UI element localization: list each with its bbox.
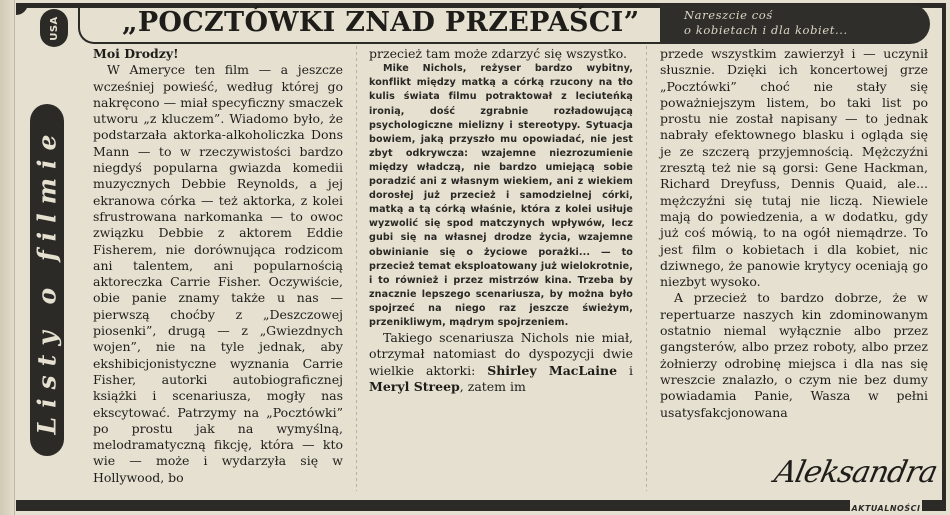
paragraph: W Ameryce ten film — a jeszcze wcześniej powieść, według której go nakręcono — miał specyficzny smaczek utworu „z kluczem”. Wiadomo było, że podstarzała aktorka-alkoholiczka Dons Mann — to w rzeczywistości bardzo niegdyś popularna gwiazda komedii muzycznych Debbie Reynolds, a jej ekranowa córka — też aktorka, z kolei sfrustrowana narkomanka — to owoc związku Debbie z aktorem Eddie Fisherem, nie dorównująca rodzicom ani talentem, ani popularnością aktoreczka Carrie Fisher. Oczywiście, obie panie znamy także u nas — pierwszą choćby z „Deszczowej piosenki”, drugą — z „Gwiezdnych wojen”, nie na tyle jednak, aby ekshibicjonistyczne wyznania Carrie Fisher, autorki autobiograficznej książki i scenariusza, mogły nas ekscytować. Patrzymy na „Pocztówki” po prostu jak na wymyślną, melodramatyczną fikcję, która — kto wie — może i wydarzyła się w Hollywood, bo xyxy=(93,62,343,485)
paragraph xyxy=(369,330,633,395)
frame-bottom-rule xyxy=(16,500,946,511)
country-badge-label: USA xyxy=(48,15,60,41)
article-column-2 xyxy=(369,46,633,395)
text-run: Takiego scenariusza Nichols nie miał, otrzymał natomiast do dyspozycji dwie wielkie aktorki: xyxy=(369,330,633,378)
article-headline: „POCZTÓWKI ZNAD PRZEPAŚCI” xyxy=(122,7,640,38)
tagline-text xyxy=(684,8,848,38)
column-divider xyxy=(646,46,647,491)
text-run: , zatem im xyxy=(459,378,526,394)
paragraph: Mike Nichols, reżyser bardzo wybitny, konflikt między matką a córką rzucony na tło kulis świata filmu potraktował z leciuteńką ironią, dość zgrabnie rozładowującą psychologiczne mielizny i stereotypy. Sytuacja bowiem, jaką przyszło mu opowiadać, nie jest zbyt odkrywcza: wzajemne niezrozumienie między władczą, nie bardzo umiejącą sobie poradzić ani z własnym wiekiem, ani z wiekiem dorosłej już przecież i samodzielnej córki, matką a tą córką właśnie, która z kolei usiłuje wyzwolić się spod matczynych wpływów, lecz gubi się na własnej drodze życia, wzajemne obwinianie się o życiowe porażki... — to przecież temat eksploatowany już wielokrotnie, i to również i przez mistrzów kina. Trzeba by znacznie lepszego scenariusza, by można było spojrzeć na niego raz jeszcze świeżym, przenikliwym, mądrym spojrzeniem. xyxy=(369,63,633,328)
tagline-line-2: o kobietach i dla kobiet... xyxy=(684,23,848,37)
page-gutter xyxy=(0,0,15,515)
paragraph-continuation: przede wszystkim zawierzył i — uczynił słusznie. Dzięki ich koncertowej grze „Pocztówki” choć nie stały się poważniejszym listem, bo taki list po prostu nie został napisany — to jednak nabrały efektownego blasku i ogląda się je ze szczerą przyjemnością. Mężczyźni zresztą też nie są gorsi: Gene Hackman, Richard Dreyfuss, Dennis Quaid, ale... mężczyźni się tutaj nie liczą. Niewiele mają do powiedzenia, a w dodatku, gdy już coś mówią, to na ogół niemądrze. To jest film o kobietach i dla kobiet, nic dziwnego, że panowie krytycy oceniają go niezbyt wysoko. xyxy=(660,46,928,290)
author-signature: Aleksandra xyxy=(771,455,940,490)
frame-right-rule xyxy=(942,3,946,508)
column-divider xyxy=(356,46,357,491)
tagline-banner xyxy=(660,4,930,44)
section-corner-label: AKTUALNOŚCI xyxy=(850,498,922,515)
frame-corner xyxy=(16,3,28,15)
article-column-1 xyxy=(93,46,343,486)
actress-name: Shirley MacLaine xyxy=(487,362,618,378)
greeting: Moi Drodzy! xyxy=(93,46,179,61)
tagline-line-1: Nareszcie coś xyxy=(684,8,773,22)
actress-name: Meryl Streep xyxy=(369,378,460,394)
text-run: i xyxy=(617,362,633,378)
paragraph: A przecież to bardzo dobrze, że w repertuarze naszych kin zdominowanym ostatnio niemal wyłącznie albo przez gangsterów, albo przez roboty, albo przez żołnierzy odrobinę miejsca i dla nas się wreszcie znalazło, o czym nie bez dumy powiadamia Panie, Wasza w pełni usatysfakcjonowana xyxy=(660,290,928,420)
country-badge xyxy=(40,9,68,47)
paragraph-continuation: przecież tam może zdarzyć się wszystko. xyxy=(369,46,628,61)
section-tab-label: Listy o filmie xyxy=(32,125,62,435)
article-column-3 xyxy=(660,46,928,421)
section-tab xyxy=(30,104,64,456)
